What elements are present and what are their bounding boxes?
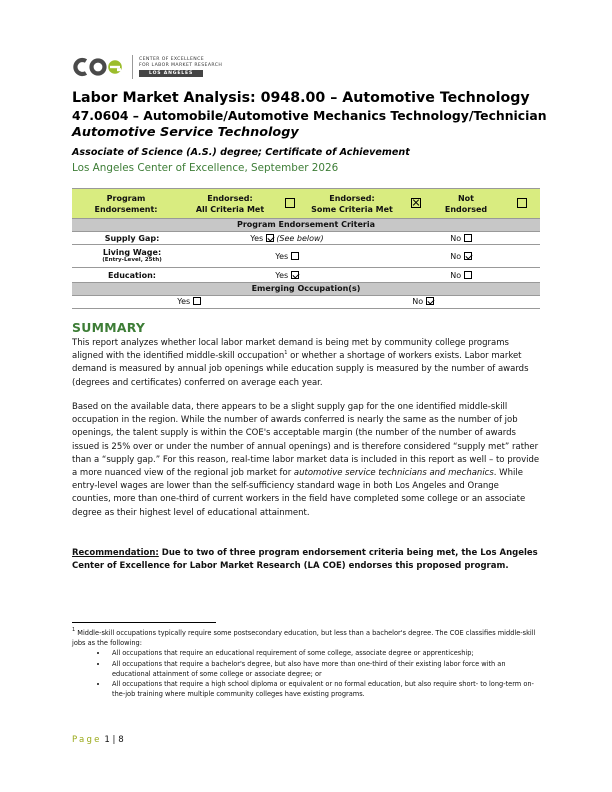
criteria-row-education	[72, 268, 540, 283]
criteria-row-supply-gap	[72, 232, 540, 245]
recommendation-label: Recommendation:	[72, 548, 159, 558]
education-no-checkbox[interactable]	[464, 271, 472, 279]
education-yes-checkbox[interactable]	[291, 271, 299, 279]
summary-p2-text-a: Based on the available data, there appears to be a slight supply gap for the one identified middle-skill occupation in the region. While the number of awards conferred is nearly the same as the number of job openings, the talent supply is within the COE's acceptable margin (the number of the number of awards issued is 25% over or under the number of annual openings) and is therefore considered “supply met” rather than a “supply gap.” For this reason, real-time labor market data is included in this report as well – to provide a more nuanced view of the regional job market for	[72, 402, 540, 479]
criteria-label: Supply Gap:	[104, 233, 160, 243]
option-not-endorsed-checkbox[interactable]	[517, 198, 527, 208]
emerging-yes-checkbox[interactable]	[193, 297, 201, 305]
living-wage-sublabel: (Entry-Level, 25th)	[102, 257, 162, 263]
option-some-criteria-checkbox[interactable]	[411, 198, 421, 208]
yes-text: Yes	[275, 270, 289, 280]
degree-line: Associate of Science (A.S.) degree; Certificate of Achievement	[72, 147, 410, 158]
living-wage-no-checkbox[interactable]	[464, 252, 472, 260]
endorsement-label	[72, 193, 180, 215]
option-some-line1: Endorsed:	[329, 193, 375, 203]
supply-gap-no-checkbox[interactable]	[464, 234, 472, 242]
page-footer	[72, 735, 124, 745]
option-not-endorsed-label	[428, 193, 504, 215]
summary-paragraph-2	[72, 401, 540, 520]
logo-line-3: LOS ANGELES	[139, 70, 203, 77]
criteria-yes	[192, 252, 382, 261]
footnote-rule	[72, 622, 216, 623]
criteria-row-living-wage	[72, 245, 540, 268]
footnote-bullet: • All occupations that require a high school diploma or equivalent or no formal education, but also require short- to long-term on-the-job training where multiple community colleges have existing programs.	[108, 679, 540, 699]
coe-logo	[72, 54, 222, 80]
program-title: Automotive Service Technology	[72, 125, 299, 140]
report-cip-title: 47.0604 – Automobile/Automotive Mechanics Technology/Technician	[72, 108, 547, 123]
summary-paragraph-1	[72, 337, 540, 390]
option-all-criteria-label	[180, 193, 280, 215]
no-text: No	[450, 233, 462, 243]
criteria-no	[382, 234, 540, 243]
footnote	[72, 628, 540, 699]
emerging-no-checkbox[interactable]	[426, 297, 434, 305]
no-text: No	[450, 251, 462, 261]
option-not-endorsed-checkbox-cell	[504, 198, 540, 210]
criteria-no	[382, 252, 540, 261]
footnote-intro	[72, 628, 540, 648]
no-text: No	[450, 270, 462, 280]
logo-text	[139, 57, 222, 77]
yes-text: Yes	[250, 233, 264, 243]
option-some-criteria-label	[300, 193, 404, 215]
summary-p1-text-b: or whether a shortage of workers exists. Labor market demand is measured by annual job openings while education supply is measured by the number of awards (degrees and certificates) conferred on average each year.	[72, 351, 529, 388]
endorsement-table	[72, 188, 540, 309]
yes-text: Yes	[275, 251, 289, 261]
org-date-line: Los Angeles Center of Excellence, September 2026	[72, 162, 339, 174]
criteria-yes	[192, 271, 382, 280]
endorsement-label-line2: Endorsement:	[94, 204, 158, 214]
footnote-ref[interactable]: 1	[284, 350, 288, 357]
report-title: Labor Market Analysis: 0948.00 – Automotive Technology	[72, 90, 530, 106]
option-all-line1: Endorsed:	[207, 193, 253, 203]
emerging-header: Emerging Occupation(s)	[72, 283, 540, 296]
page-separator: |	[112, 735, 116, 745]
footnote-text: Middle-skill occupations typically require some postsecondary education, but less than a bachelor's degree. The COE classifies middle-skill jobs as the following:	[72, 629, 536, 648]
footnote-number: 1	[72, 627, 76, 633]
recommendation-text: Due to two of three program endorsement criteria being met, the Los Angeles Center of Excellence for Labor Market Research (LA COE) endorses this proposed program.	[72, 548, 538, 572]
supply-gap-yes-checkbox[interactable]	[266, 234, 274, 242]
coe-logo-icon	[72, 57, 124, 77]
living-wage-yes-checkbox[interactable]	[291, 252, 299, 260]
emerging-no	[306, 296, 540, 308]
logo-line-2: FOR LABOR MARKET RESEARCH	[139, 63, 223, 68]
logo-divider	[132, 55, 133, 79]
footnote-list	[72, 648, 540, 699]
option-some-criteria-checkbox-cell	[404, 198, 428, 210]
page-total: 8	[118, 735, 124, 745]
emerging-yes	[72, 296, 306, 308]
page-number: 1	[104, 735, 110, 745]
footnote-bullet: • All occupations that require a bachelor's degree, but also have more than one-third of their existing labor force with an educational attainment of some college or associate degree; or	[108, 659, 540, 679]
endorsement-label-line1: Program	[106, 193, 146, 203]
criteria-label	[72, 248, 192, 264]
option-all-line2: All Criteria Met	[195, 204, 265, 214]
occupation-emphasis: automotive service technicians and mechanics	[293, 468, 494, 479]
option-all-criteria-checkbox-cell	[280, 198, 300, 210]
no-text: No	[412, 297, 424, 306]
summary-p1-text-a: This report analyzes whether local labor market demand is being met by community college programs aligned with the identified middle-skill occupation	[72, 338, 509, 362]
criteria-header: Program Endorsement Criteria	[72, 219, 540, 232]
see-below-note: (See below)	[276, 233, 324, 243]
footnote-bullet: • All occupations that require an educational requirement of some college, associate degree or apprenticeship;	[108, 648, 540, 658]
recommendation-paragraph	[72, 547, 540, 573]
option-not-line2: Endorsed	[444, 204, 488, 214]
living-wage-label: Living Wage:	[102, 248, 162, 257]
summary-p2-text-b: . While entry-level wages are lower than the self-sufficiency standard wage in both Los Angeles and Orange counties, more than one-third of current workers in the field have completed some college or an associate degree as their highest level of educational attainment.	[72, 468, 526, 518]
option-not-line1: Not	[457, 193, 474, 203]
endorsement-row	[72, 188, 540, 219]
page-word: Page	[72, 735, 102, 745]
logo-line-1: CENTER OF EXCELLENCE	[139, 57, 205, 62]
option-some-line2: Some Criteria Met	[311, 204, 393, 214]
criteria-yes	[192, 234, 382, 243]
option-all-criteria-checkbox[interactable]	[285, 198, 295, 208]
criteria-no	[382, 271, 540, 280]
criteria-label: Education:	[108, 270, 156, 280]
emerging-row	[72, 296, 540, 309]
summary-heading: SUMMARY	[72, 320, 146, 335]
yes-text: Yes	[177, 297, 191, 306]
